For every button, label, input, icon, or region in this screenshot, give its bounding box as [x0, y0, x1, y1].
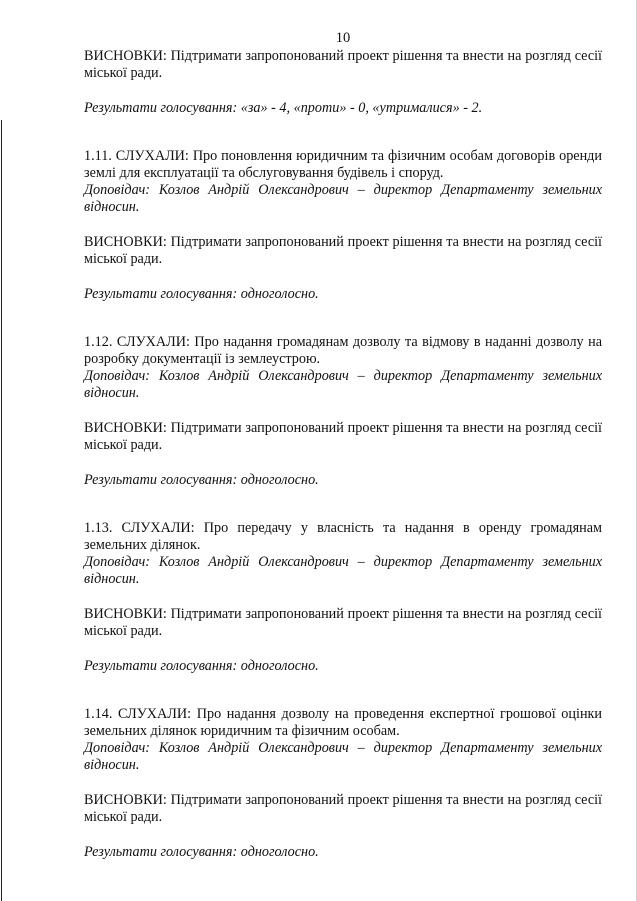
conclusion-label: ВИСНОВКИ:	[84, 792, 167, 808]
vote-label: Результати голосування:	[84, 100, 238, 116]
heard-label: СЛУХАЛИ:	[115, 148, 189, 164]
spacer	[84, 774, 602, 792]
item-number: 1.14.	[84, 706, 113, 722]
page-number: 10	[335, 30, 351, 46]
heard-paragraph	[84, 148, 602, 182]
spacer	[84, 82, 602, 100]
speaker-label: Доповідач:	[84, 740, 150, 756]
vote-label: Результати голосування:	[84, 472, 238, 488]
spacer	[84, 117, 602, 148]
heard-label: СЛУХАЛИ:	[121, 520, 195, 536]
vote-text: одноголосно.	[240, 286, 319, 302]
conclusion-label: ВИСНОВКИ:	[84, 420, 167, 436]
conclusion-label: ВИСНОВКИ:	[84, 48, 167, 64]
vote-text: одноголосно.	[240, 844, 319, 860]
spacer	[84, 303, 602, 334]
agenda-item-1-12	[84, 334, 602, 489]
vote-paragraph	[84, 658, 602, 675]
conclusion-label: ВИСНОВКИ:	[84, 234, 167, 250]
heard-paragraph	[84, 706, 602, 740]
speaker-text: Козлов Андрій Олександрович – директор Департаменту земельних відносин.	[84, 554, 602, 587]
conclusion-text: Підтримати запропонований проект рішення та внести на розгляд сесії міської ради.	[84, 234, 602, 267]
heard-label: СЛУХАЛИ:	[116, 334, 190, 350]
intro-vote	[84, 100, 602, 117]
vote-label: Результати голосування:	[84, 286, 238, 302]
agenda-item-1-13	[84, 520, 602, 675]
speaker-label: Доповідач:	[84, 554, 150, 570]
conclusion-label: ВИСНОВКИ:	[84, 606, 167, 622]
speaker-paragraph	[84, 368, 602, 402]
spacer	[84, 402, 602, 420]
heard-paragraph	[84, 334, 602, 368]
intro-conclusion	[84, 48, 602, 82]
spacer	[84, 216, 602, 234]
conclusion-text: Підтримати запропонований проект рішення та внести на розгляд сесії міської ради.	[84, 792, 602, 825]
heard-text: Про поновлення юридичним та фізичним особам договорів оренди землі для експлуатації та обслуговування будівель і споруд.	[84, 148, 602, 181]
vote-label: Результати голосування:	[84, 658, 238, 674]
vote-label: Результати голосування:	[84, 844, 238, 860]
speaker-paragraph	[84, 554, 602, 588]
spacer	[84, 588, 602, 606]
heard-text: Про надання громадянам дозволу та відмову в наданні дозволу на розробку документації із землеустрою.	[84, 334, 603, 367]
vote-paragraph	[84, 472, 602, 489]
heard-label: СЛУХАЛИ:	[118, 706, 192, 722]
speaker-label: Доповідач:	[84, 368, 150, 384]
speaker-label: Доповідач:	[84, 182, 150, 198]
heard-paragraph	[84, 520, 602, 554]
speaker-text: Козлов Андрій Олександрович – директор Департаменту земельних відносин.	[84, 182, 602, 215]
document-page	[84, 30, 602, 861]
conclusion-paragraph	[84, 420, 602, 454]
item-number: 1.12.	[84, 334, 113, 350]
heard-text: Про передачу у власність та надання в оренду громадянам земельних ділянок.	[84, 520, 603, 553]
conclusion-paragraph	[84, 234, 602, 268]
heard-text: Про надання дозволу на проведення експертної грошової оцінки земельних ділянок юридичним та фізичним особам.	[84, 706, 603, 739]
conclusion-paragraph	[84, 792, 602, 826]
item-number: 1.11.	[84, 148, 112, 164]
speaker-text: Козлов Андрій Олександрович – директор Департаменту земельних відносин.	[84, 368, 602, 401]
speaker-text: Козлов Андрій Олександрович – директор Департаменту земельних відносин.	[84, 740, 602, 773]
conclusion-text: Підтримати запропонований проект рішення та внести на розгляд сесії міської ради.	[84, 48, 602, 81]
spacer	[84, 268, 602, 286]
scan-edge-left	[1, 120, 2, 901]
agenda-item-1-14	[84, 706, 602, 861]
vote-text: одноголосно.	[240, 658, 319, 674]
conclusion-text: Підтримати запропонований проект рішення та внести на розгляд сесії міської ради.	[84, 420, 602, 453]
spacer	[84, 675, 602, 706]
vote-paragraph	[84, 844, 602, 861]
vote-text: одноголосно.	[240, 472, 319, 488]
agenda-item-1-11	[84, 148, 602, 303]
spacer	[84, 489, 602, 520]
vote-paragraph	[84, 286, 602, 303]
conclusion-text: Підтримати запропонований проект рішення та внести на розгляд сесії міської ради.	[84, 606, 602, 639]
conclusion-paragraph	[84, 606, 602, 640]
spacer	[84, 640, 602, 658]
speaker-paragraph	[84, 182, 602, 216]
spacer	[84, 826, 602, 844]
item-number: 1.13.	[84, 520, 113, 536]
vote-text: «за» - 4, «проти» - 0, «утрималися» - 2.	[240, 100, 483, 116]
speaker-paragraph	[84, 740, 602, 774]
spacer	[84, 454, 602, 472]
